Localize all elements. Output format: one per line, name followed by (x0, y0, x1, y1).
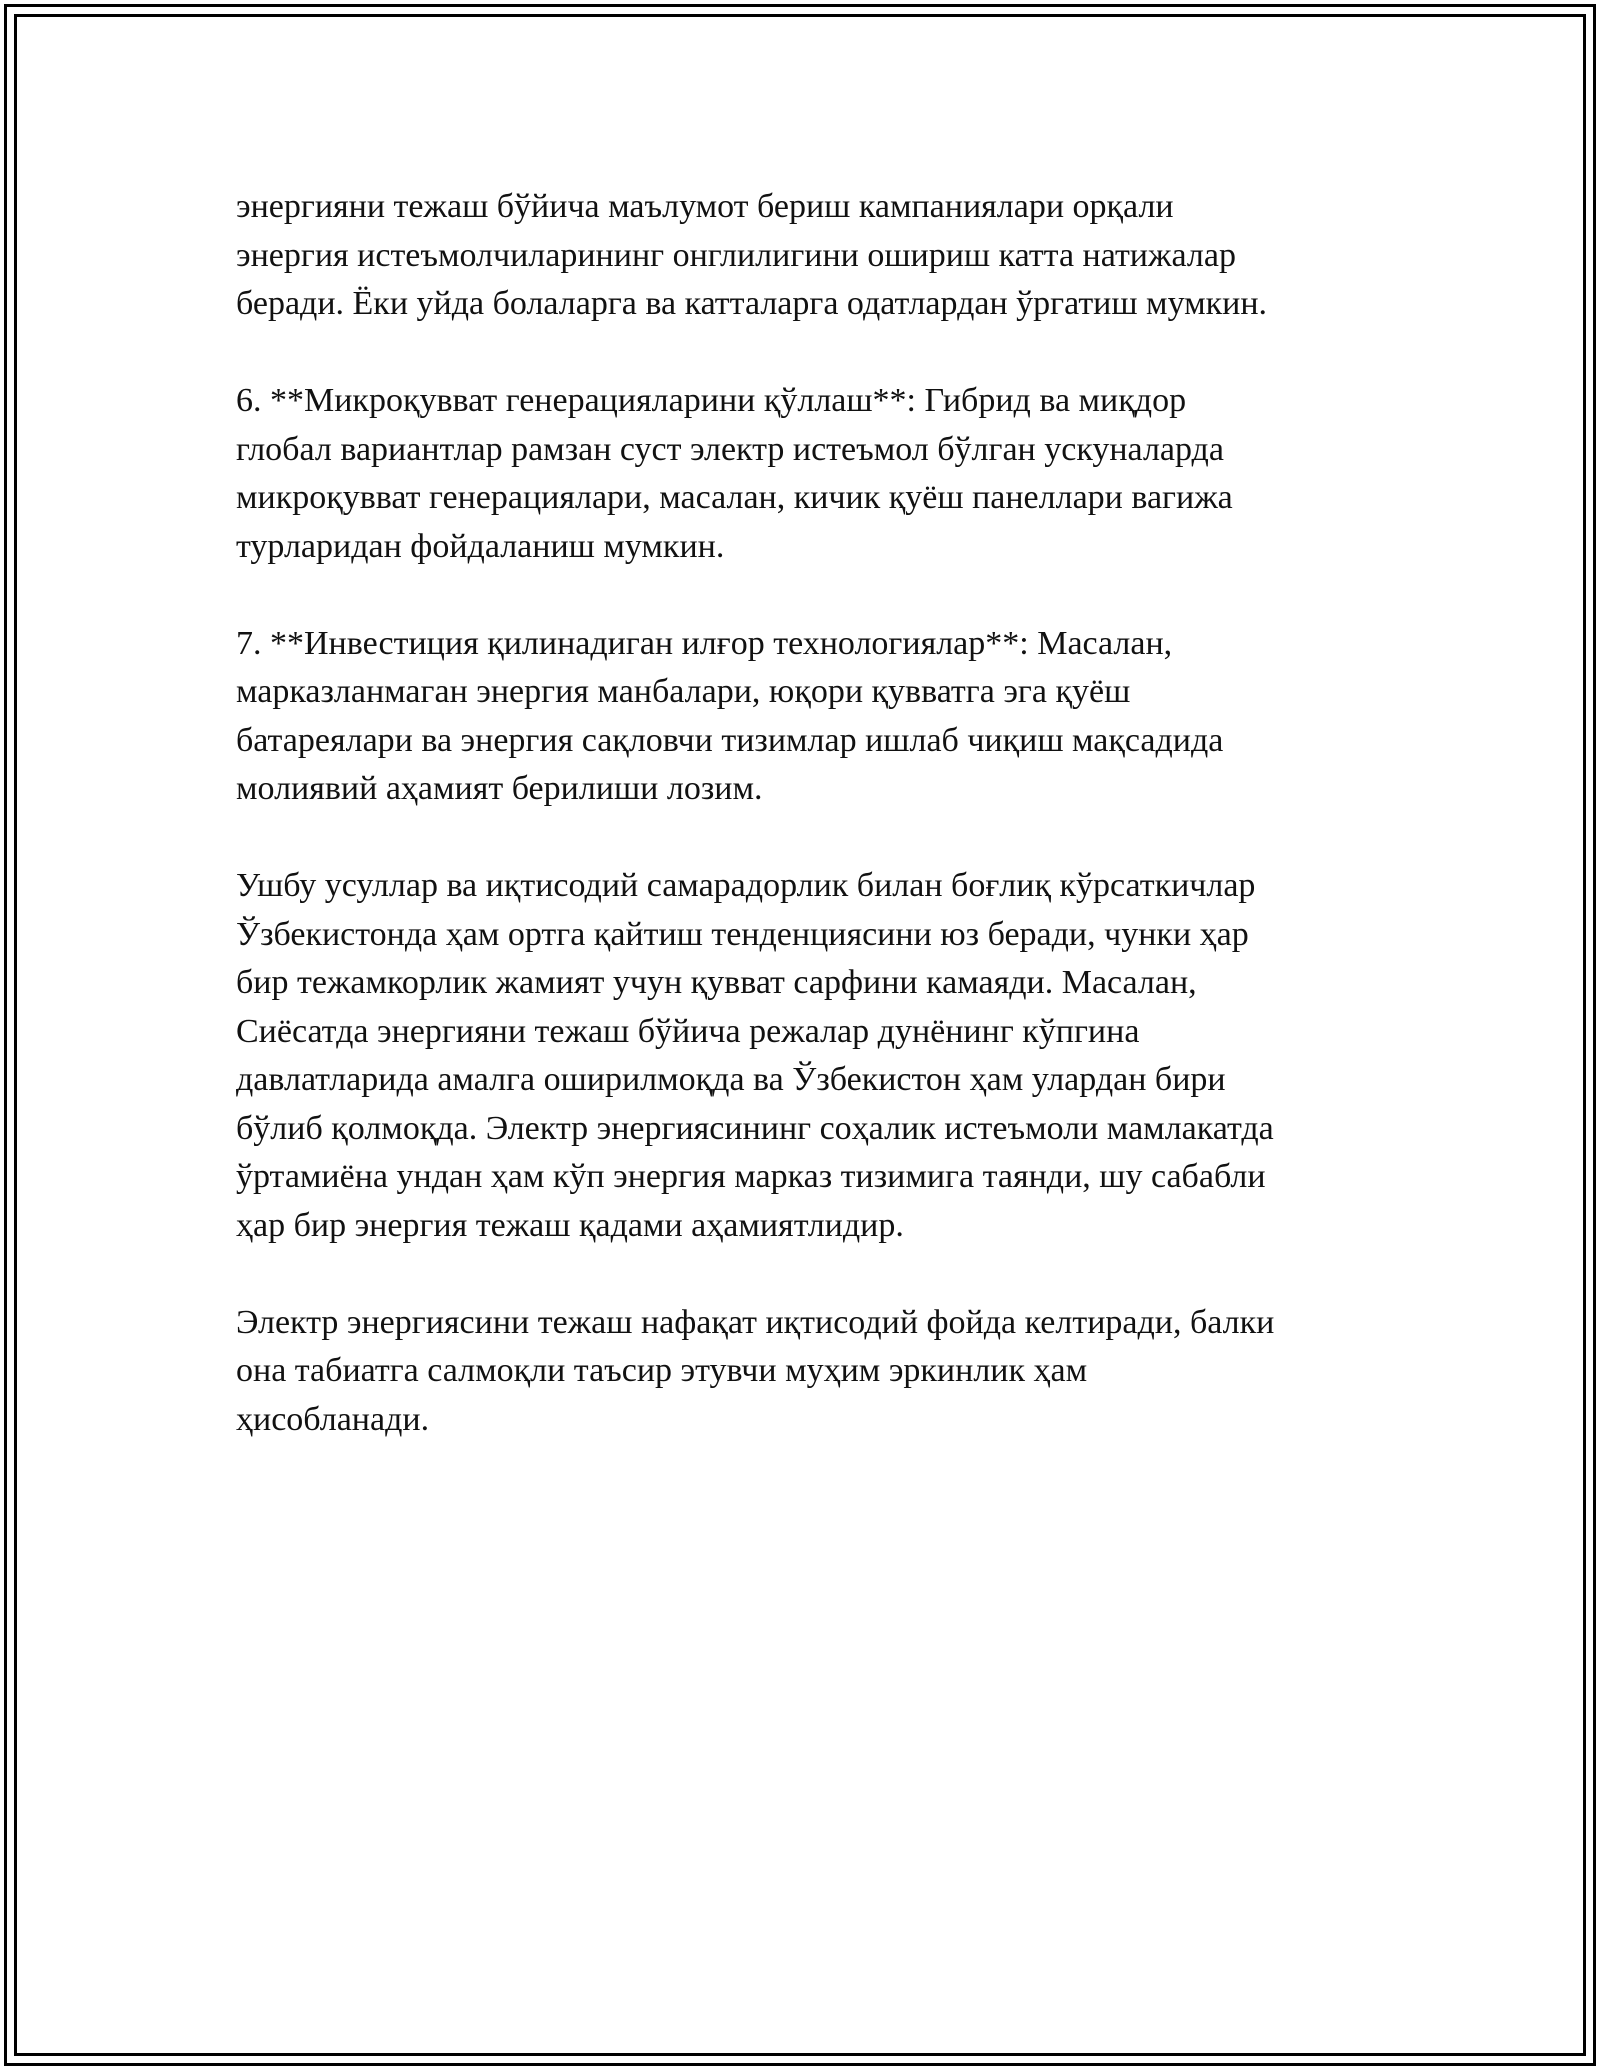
text-line: глобал вариантлар рамзан суст электр истеъмол бўлган ускуналарда (236, 430, 1224, 468)
text-line: Ушбу усуллар ва иқтисодий самарадорлик билан боғлиқ кўрсаткичлар (236, 867, 1256, 904)
text-line: ҳисобланади. (236, 1400, 430, 1438)
text-line: батареялари ва энергия сақловчи тизимлар ишлаб чиқиш мақсадида (236, 721, 1224, 759)
text-line: молиявий аҳамият берилиши лозим. (236, 770, 763, 807)
text-line: турларидан фойдаланиш мумкин. (236, 527, 725, 565)
text-line: Ўзбекистонда ҳам ортга қайтиш тенденциясини юз беради, чунки ҳар (236, 915, 1249, 953)
text-line: она табиатга салмоқли таъсир этувчи муҳим эркинлик ҳам (236, 1352, 1088, 1389)
text-line: бўлиб қолмоқда. Электр энергиясининг соҳалик истеъмоли мамлакатда (236, 1109, 1274, 1147)
text-line: давлатларида амалга оширилмоқда ва Ўзбекистон ҳам улардан бири (236, 1061, 1226, 1098)
text-line: энергия истеъмолчиларининг онглилигини ошириш катта натижалар (236, 236, 1236, 274)
document-body (236, 183, 1396, 1493)
text-line: марказланмаган энергия манбалари, юқори қувватга эга қуёш (236, 673, 1131, 710)
text-line: бир тежамкорлик жамият учун қувват сарфини камаяди. Масалан, (236, 964, 1197, 1001)
paragraph-item-7 (236, 620, 1396, 814)
text-line: ҳар бир энергия тежаш қадами аҳамиятлидир. (236, 1206, 904, 1244)
text-line: беради. Ёки уйда болаларга ва катталарга одатлардан ўргатиш мумкин. (236, 285, 1268, 322)
paragraph-uzbekistan-trends (236, 862, 1396, 1250)
text-line: микроқувват генерациялари, масалан, кичик қуёш панеллари вагижа (236, 479, 1233, 516)
text-line: 6. **Микроқувват генерацияларини қўллаш**: Гибрид ва миқдор (236, 382, 1187, 419)
paragraph-awareness-campaigns (236, 183, 1396, 329)
text-line: Электр энергиясини тежаш нафақат иқтисодий фойда келтиради, балки (236, 1303, 1275, 1341)
text-line: ўртамиёна ундан ҳам кўп энергия марказ тизимига таянди, шу сабабли (236, 1158, 1266, 1195)
text-line: энергияни тежаш бўйича маълумот бериш кампаниялари орқали (236, 188, 1174, 225)
text-line: 7. **Инвестиция қилинадиган илғор технологиялар**: Масалан, (236, 624, 1173, 662)
paragraph-item-6 (236, 377, 1396, 571)
paragraph-conclusion (236, 1299, 1396, 1445)
text-line: Сиёсатда энергияни тежаш бўйича режалар дунёнинг кўпгина (236, 1012, 1140, 1050)
